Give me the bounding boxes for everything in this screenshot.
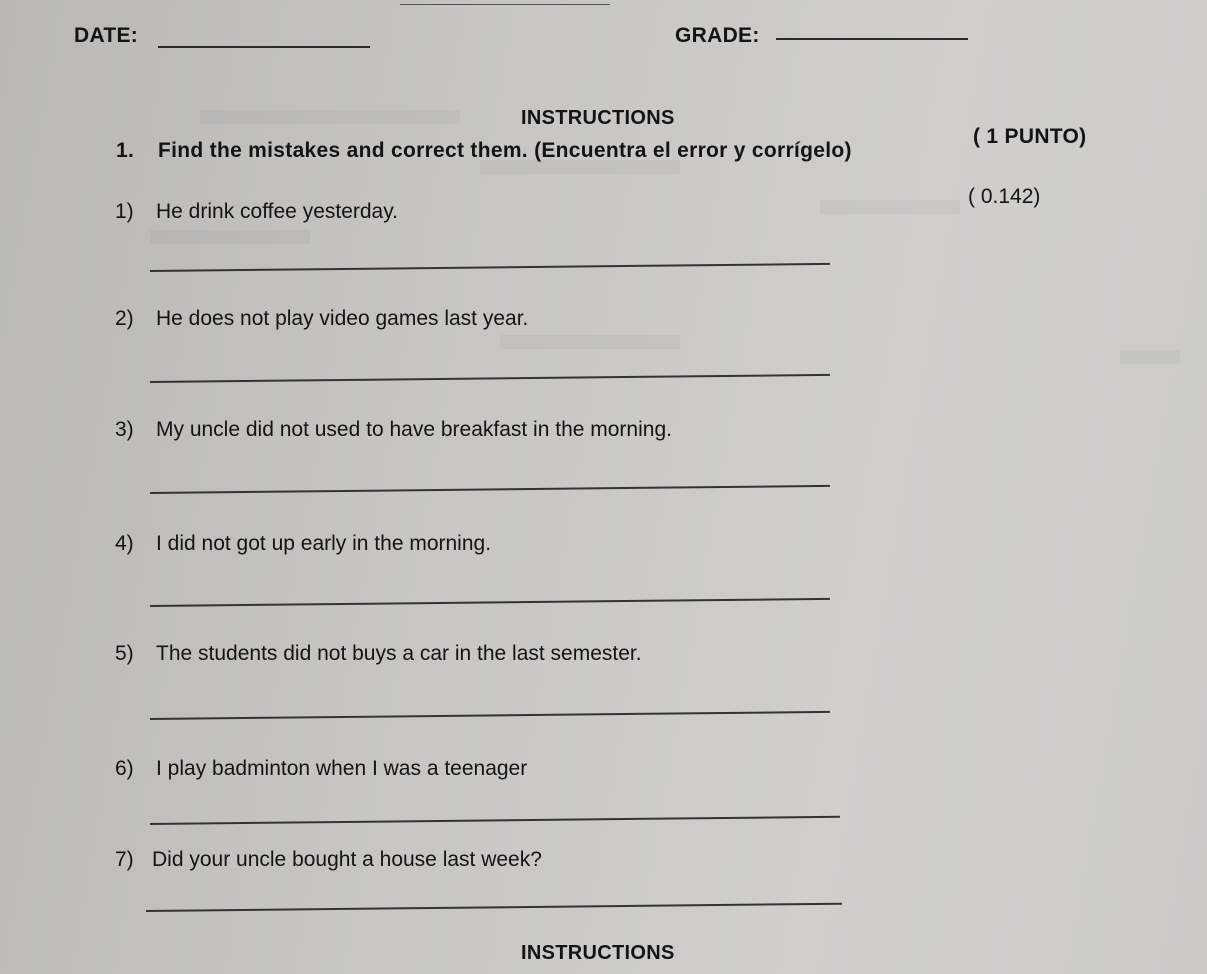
item-3-answer-line	[150, 485, 830, 494]
item-3-sentence: My uncle did not used to have breakfast in the morning.	[156, 418, 672, 441]
task-instruction: Find the mistakes and correct them. (Encuentra el error y corrígelo)	[158, 139, 852, 162]
item-1-sentence: He drink coffee yesterday.	[156, 200, 399, 223]
item-2-answer-line	[150, 374, 830, 383]
bleed-through-mark	[200, 110, 460, 124]
date-label: DATE:	[74, 24, 139, 47]
footer-instructions-title: INSTRUCTIONS	[521, 942, 675, 964]
item-6-sentence: I play badminton when I was a teenager	[156, 757, 528, 780]
item-3-number: 3)	[115, 418, 134, 441]
item-1-answer-line	[150, 263, 830, 272]
date-field-line	[158, 46, 370, 48]
bleed-through-mark	[500, 335, 680, 349]
grade-label: GRADE:	[675, 24, 760, 47]
item-6-number: 6)	[115, 757, 134, 780]
item-5-sentence: The students did not buys a car in the last semester.	[156, 642, 642, 665]
item-6-answer-line	[150, 816, 840, 825]
top-edge-line	[400, 4, 610, 5]
item-5-number: 5)	[115, 642, 134, 665]
item-4-answer-line	[150, 598, 830, 607]
task-points: ( 1 PUNTO)	[973, 125, 1087, 148]
instructions-title: INSTRUCTIONS	[521, 107, 675, 129]
item-4-number: 4)	[115, 532, 134, 555]
task-number: 1.	[116, 139, 135, 162]
score-per-item: ( 0.142)	[968, 185, 1041, 208]
item-1-number: 1)	[115, 200, 134, 223]
item-2-number: 2)	[115, 307, 134, 330]
bleed-through-mark	[820, 200, 960, 214]
item-4-sentence: I did not got up early in the morning.	[156, 532, 492, 555]
item-7-answer-line	[146, 903, 842, 912]
item-5-answer-line	[150, 711, 830, 720]
grade-field-line	[776, 38, 968, 40]
bleed-through-mark	[1120, 350, 1180, 364]
item-2-sentence: He does not play video games last year.	[156, 307, 529, 330]
item-7-sentence: Did your uncle bought a house last week?	[152, 848, 542, 871]
item-7-number: 7)	[115, 848, 134, 871]
bleed-through-mark	[150, 230, 310, 244]
